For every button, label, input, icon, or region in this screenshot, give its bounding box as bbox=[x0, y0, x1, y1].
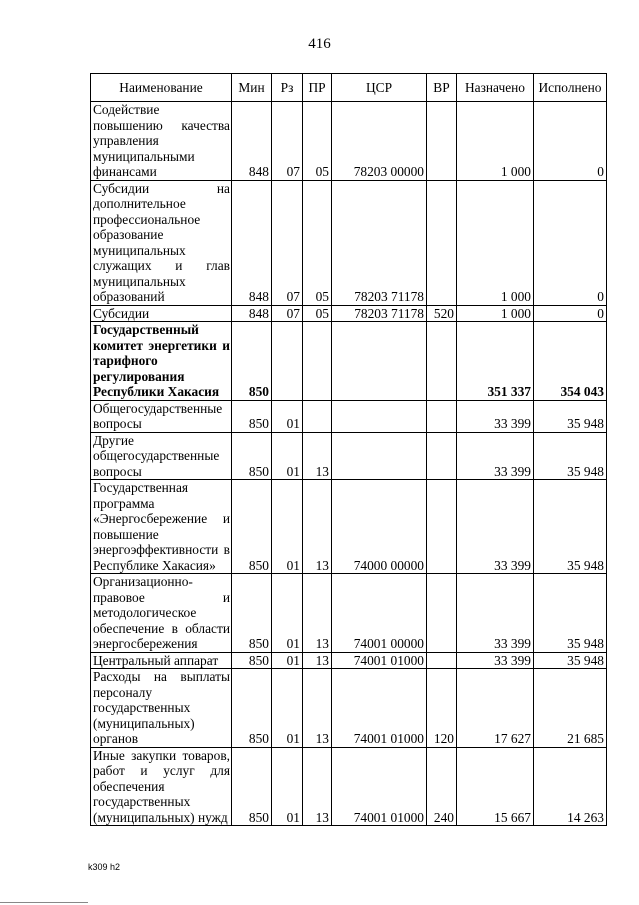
cell-pr: 13 bbox=[303, 480, 332, 574]
cell-name: Расходы на выплаты персоналу государственных (муниципальных) органов bbox=[91, 669, 232, 748]
cell-executed: 14 263 bbox=[534, 747, 607, 826]
cell-executed: 0 bbox=[534, 305, 607, 322]
table-row bbox=[91, 305, 607, 322]
cell-assigned: 1 000 bbox=[457, 305, 534, 322]
cell-pr: 13 bbox=[303, 652, 332, 669]
cell-csr: 74001 01000 bbox=[332, 669, 427, 748]
table-header-row bbox=[91, 74, 607, 102]
cell-csr: 78203 71178 bbox=[332, 305, 427, 322]
cell-min: 850 bbox=[232, 669, 272, 748]
footer-rule bbox=[0, 902, 88, 903]
cell-vr bbox=[427, 322, 457, 401]
cell-name: Государственный комитет энергетики и тарифного регулирования Республики Хакасия bbox=[91, 322, 232, 401]
cell-executed: 21 685 bbox=[534, 669, 607, 748]
cell-min: 850 bbox=[232, 400, 272, 432]
cell-vr bbox=[427, 480, 457, 574]
cell-executed: 35 948 bbox=[534, 574, 607, 653]
cell-min: 850 bbox=[232, 322, 272, 401]
table-body bbox=[91, 102, 607, 826]
footer-code: k309 h2 bbox=[88, 862, 121, 872]
cell-rz: 01 bbox=[272, 480, 303, 574]
cell-assigned: 17 627 bbox=[457, 669, 534, 748]
cell-rz: 01 bbox=[272, 400, 303, 432]
budget-table bbox=[90, 73, 607, 826]
header-executed: Исполнено bbox=[534, 74, 607, 102]
cell-vr bbox=[427, 102, 457, 181]
table-row bbox=[91, 102, 607, 181]
cell-min: 850 bbox=[232, 574, 272, 653]
cell-pr: 13 bbox=[303, 432, 332, 480]
cell-min: 848 bbox=[232, 305, 272, 322]
header-pr: ПР bbox=[303, 74, 332, 102]
table-row bbox=[91, 432, 607, 480]
header-csr: ЦСР bbox=[332, 74, 427, 102]
cell-pr: 13 bbox=[303, 574, 332, 653]
cell-assigned: 33 399 bbox=[457, 480, 534, 574]
table-row bbox=[91, 180, 607, 305]
cell-csr: 74001 01000 bbox=[332, 747, 427, 826]
cell-assigned: 1 000 bbox=[457, 180, 534, 305]
header-name: Наименование bbox=[91, 74, 232, 102]
cell-name: Субсидии на дополнительное профессиональное образование муниципальных служащих и глав муниципальных образований bbox=[91, 180, 232, 305]
cell-assigned: 33 399 bbox=[457, 432, 534, 480]
cell-csr bbox=[332, 322, 427, 401]
header-rz: Рз bbox=[272, 74, 303, 102]
cell-name: Другие общегосударственные вопросы bbox=[91, 432, 232, 480]
cell-vr bbox=[427, 180, 457, 305]
cell-name: Организационно-правовое и методологическое обеспечение в области энергосбережения bbox=[91, 574, 232, 653]
cell-pr bbox=[303, 322, 332, 401]
table-row bbox=[91, 400, 607, 432]
cell-vr: 120 bbox=[427, 669, 457, 748]
cell-pr: 05 bbox=[303, 180, 332, 305]
cell-executed: 35 948 bbox=[534, 480, 607, 574]
cell-executed: 0 bbox=[534, 102, 607, 181]
table-row bbox=[91, 669, 607, 748]
cell-name: Иные закупки товаров, работ и услуг для обеспечения государственных (муниципальных) нужд bbox=[91, 747, 232, 826]
cell-pr: 05 bbox=[303, 305, 332, 322]
cell-vr: 240 bbox=[427, 747, 457, 826]
cell-executed: 354 043 bbox=[534, 322, 607, 401]
cell-vr bbox=[427, 574, 457, 653]
cell-rz bbox=[272, 322, 303, 401]
cell-csr: 74001 00000 bbox=[332, 574, 427, 653]
cell-csr: 74001 01000 bbox=[332, 652, 427, 669]
cell-executed: 0 bbox=[534, 180, 607, 305]
cell-assigned: 33 399 bbox=[457, 574, 534, 653]
cell-assigned: 33 399 bbox=[457, 652, 534, 669]
cell-name: Центральный аппарат bbox=[91, 652, 232, 669]
cell-min: 848 bbox=[232, 180, 272, 305]
page-number: 416 bbox=[308, 36, 331, 52]
cell-pr: 13 bbox=[303, 669, 332, 748]
cell-vr bbox=[427, 652, 457, 669]
cell-rz: 07 bbox=[272, 305, 303, 322]
table-row bbox=[91, 652, 607, 669]
cell-min: 850 bbox=[232, 747, 272, 826]
cell-csr: 78203 00000 bbox=[332, 102, 427, 181]
cell-csr: 78203 71178 bbox=[332, 180, 427, 305]
cell-executed: 35 948 bbox=[534, 432, 607, 480]
cell-csr: 74000 00000 bbox=[332, 480, 427, 574]
cell-min: 850 bbox=[232, 652, 272, 669]
cell-rz: 01 bbox=[272, 432, 303, 480]
table-row bbox=[91, 322, 607, 401]
cell-name: Государственная программа «Энергосбережение и повышение энергоэффективности в Республике Хакасия» bbox=[91, 480, 232, 574]
cell-pr bbox=[303, 400, 332, 432]
header-vr: ВР bbox=[427, 74, 457, 102]
cell-pr: 05 bbox=[303, 102, 332, 181]
cell-rz: 01 bbox=[272, 747, 303, 826]
cell-rz: 01 bbox=[272, 652, 303, 669]
cell-rz: 01 bbox=[272, 669, 303, 748]
header-assigned: Назначено bbox=[457, 74, 534, 102]
header-min: Мин bbox=[232, 74, 272, 102]
cell-rz: 01 bbox=[272, 574, 303, 653]
cell-csr bbox=[332, 432, 427, 480]
cell-min: 850 bbox=[232, 432, 272, 480]
cell-assigned: 1 000 bbox=[457, 102, 534, 181]
cell-min: 848 bbox=[232, 102, 272, 181]
table-row bbox=[91, 747, 607, 826]
cell-min: 850 bbox=[232, 480, 272, 574]
cell-name: Содействие повышению качества управления муниципальными финансами bbox=[91, 102, 232, 181]
cell-vr: 520 bbox=[427, 305, 457, 322]
cell-executed: 35 948 bbox=[534, 652, 607, 669]
cell-rz: 07 bbox=[272, 180, 303, 305]
cell-vr bbox=[427, 400, 457, 432]
cell-csr bbox=[332, 400, 427, 432]
cell-assigned: 15 667 bbox=[457, 747, 534, 826]
cell-assigned: 351 337 bbox=[457, 322, 534, 401]
cell-name: Общегосударственные вопросы bbox=[91, 400, 232, 432]
table-row bbox=[91, 480, 607, 574]
cell-pr: 13 bbox=[303, 747, 332, 826]
table-row bbox=[91, 574, 607, 653]
cell-vr bbox=[427, 432, 457, 480]
cell-executed: 35 948 bbox=[534, 400, 607, 432]
cell-rz: 07 bbox=[272, 102, 303, 181]
cell-name: Субсидии bbox=[91, 305, 232, 322]
cell-assigned: 33 399 bbox=[457, 400, 534, 432]
